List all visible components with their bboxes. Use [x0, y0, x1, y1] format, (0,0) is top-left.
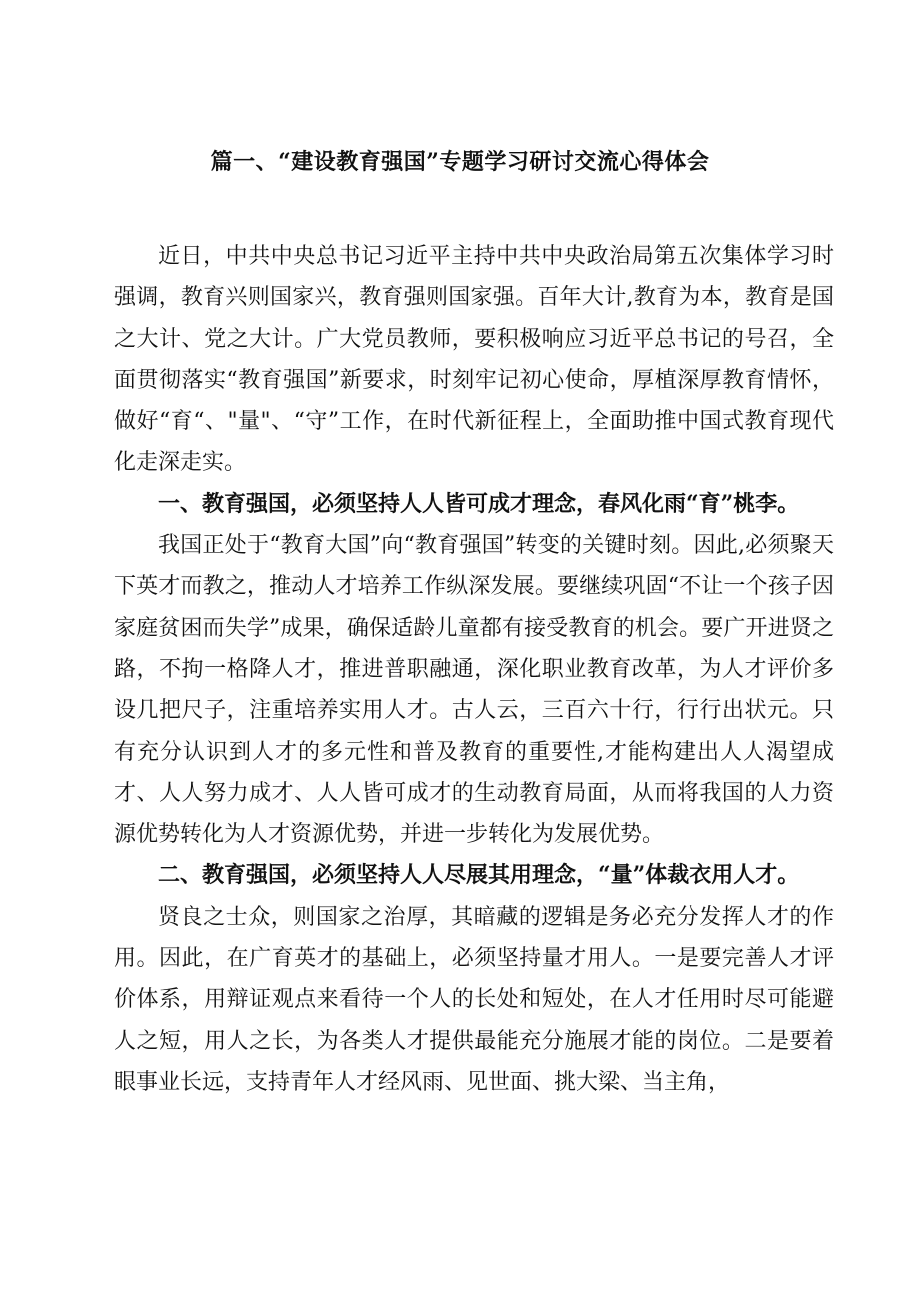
- section-1-paragraph: 我国正处于“教育大国”向“教育强国”转变的关键时刻。因此,必须聚天下英才而教之，推动人才培养工作纵深发展。要继续巩固“不让一个孩子因家庭贫困而失学”成果，确保适龄儿童都有接受教育的机会。要广开进贤之路，不拘一格降人才，推进普职融通，深化职业教育改革，为人才评价多设几把尺子，注重培养实用人才。古人云，三百六十行，行行出状元。只有充分认识到人才的多元性和普及教育的重要性,才能构建出人人渴望成才、人人努力成才、人人皆可成才的生动教育局面，从而将我国的人力资源优势转化为人才资源优势，并进一步转化为发展优势。: [114, 533, 834, 848]
- section-2-paragraph: 贤良之士众，则国家之治厚，其暗藏的逻辑是务必充分发挥人才的作用。因此，在广育英才的基础上，必须坚持量才用人。一是要完善人才评价体系，用辩证观点来看待一个人的长处和短处，在人才任用时尽可能避人之短，用人之长，为各类人才提供最能充分施展才能的岗位。二是要着眼事业长远，支持青年人才经风雨、见世面、挑大梁、当主角，: [114, 904, 834, 1095]
- section-2-heading: 二、教育强国，必须坚持人人尽展其用理念，“量”体裁衣用人才。: [158, 862, 800, 889]
- section-1-heading: 一、教育强国，必须坚持人人皆可成才理念，春风化雨“育”桃李。: [158, 490, 800, 517]
- intro-paragraph: 近日，中共中央总书记习近平主持中共中央政治局第五次集体学习时强调，教育兴则国家兴，教育强则国家强。百年大计,教育为本，教育是国之大计、党之大计。广大党员教师，要积极响应习近平总书记的号召，全面贯彻落实“教育强国”新要求，时刻牢记初心使命，厚植深厚教育情怀，做好“育“、"量"、“守”工作，在时代新征程上，全面助推中国式教育现代化走深走实。: [114, 244, 834, 476]
- document-body: [114, 236, 834, 1103]
- document-title: 篇一、“建设教育强国”专题学习研讨交流心得体会: [210, 149, 710, 175]
